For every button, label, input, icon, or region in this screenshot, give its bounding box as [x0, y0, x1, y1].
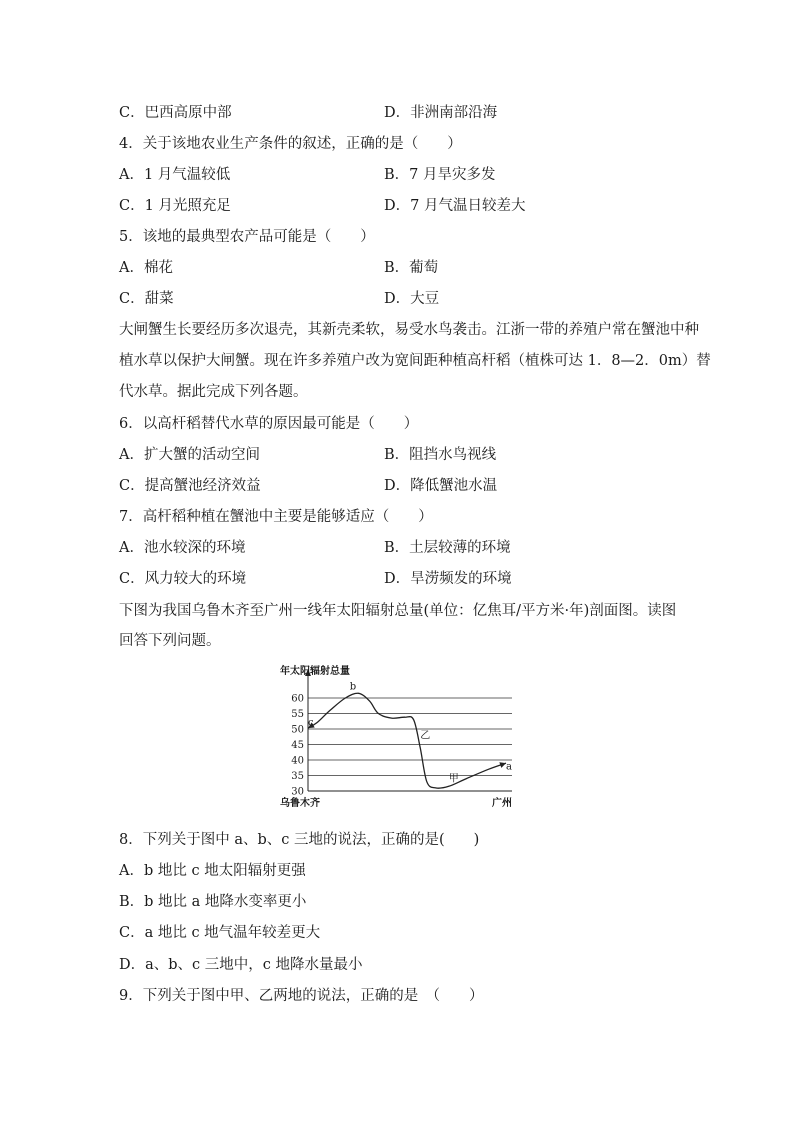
q8-option-a: A．b 地比 c 地太阳辐射更强 — [119, 863, 306, 879]
y-tick-label-35: 35 — [291, 771, 304, 782]
y-tick-label-30: 30 — [291, 786, 304, 798]
y-tick-label-40: 40 — [291, 755, 304, 767]
q6-option-b: B．阻挡水鸟视线 — [384, 447, 497, 463]
q5-option-b: B．葡萄 — [384, 260, 439, 276]
annotation-c: c — [308, 717, 314, 729]
q7-option-c: C．风力较大的环境 — [119, 571, 247, 587]
annotation-甲: 甲 — [448, 773, 459, 785]
y-tick-label-60: 60 — [291, 693, 304, 705]
q8-option-d: D．a、b、c 三地中，c 地降水量最小 — [119, 957, 363, 973]
q8-stem: 8．下列关于图中 a、b、c 三地的说法，正确的是( ) — [119, 832, 480, 848]
y-tick-label-50: 50 — [291, 724, 304, 736]
x-start-label: 乌鲁木齐 — [280, 798, 320, 809]
q7-option-a: A．池水较深的环境 — [119, 540, 246, 556]
q7-option-d: D．旱涝频发的环境 — [384, 571, 512, 587]
q9-stem: 9．下列关于图中甲、乙两地的说法，正确的是 （ ） — [119, 988, 484, 1004]
q5-option-d: D．大豆 — [384, 291, 440, 307]
q5-option-a: A．棉花 — [119, 260, 173, 276]
q4-option-d: D．7 月气温日较差大 — [384, 198, 526, 214]
annotation-a: a — [506, 761, 512, 773]
q6-option-d: D．降低蟹池水温 — [384, 478, 498, 494]
radiation-chart-svg — [276, 664, 526, 814]
q3-option-c: C．巴西高原中部 — [119, 105, 232, 121]
q6-option-c: C．提高蟹池经济效益 — [119, 478, 261, 494]
curve-arrow-a — [499, 762, 506, 768]
passage-radiation-line2: 回答下列问题。 — [119, 633, 221, 649]
q7-option-b: B．土层较薄的环境 — [384, 540, 511, 556]
y-tick-label-55: 55 — [291, 709, 304, 720]
radiation-profile-chart — [276, 664, 526, 814]
passage-radiation-line1: 下图为我国乌鲁木齐至广州一线年太阳辐射总量(单位：亿焦耳/平方米·年)剖面图。读图 — [119, 603, 677, 619]
q8-option-b: B．b 地比 a 地降水变率更小 — [119, 894, 307, 910]
passage-crab-line2: 植水草以保护大闸蟹。现在许多养殖户改为宽间距种植高杆稻（植株可达 1．8—2．0m）替 — [119, 353, 711, 369]
q7-stem: 7．高杆稻种植在蟹池中主要是能够适应（ ） — [119, 509, 433, 525]
y-axis-label: 年太阳辐射总量 — [280, 666, 350, 677]
q5-option-c: C．甜菜 — [119, 291, 174, 307]
q8-option-c: C．a 地比 c 地气温年较差更大 — [119, 925, 321, 941]
passage-crab-line1: 大闸蟹生长要经历多次退壳，其新壳柔软，易受水鸟袭击。江浙一带的养殖户常在蟹池中种 — [119, 322, 699, 338]
q6-stem: 6．以高杆稻替代水草的原因最可能是（ ） — [119, 416, 419, 432]
grid-lines — [308, 698, 512, 776]
x-end-label: 广州 — [492, 798, 512, 809]
q4-option-c: C．1 月光照充足 — [119, 198, 231, 214]
q5-stem: 5．该地的最典型农产品可能是（ ） — [119, 229, 375, 245]
point-annotations — [308, 682, 512, 785]
q4-stem: 4．关于该地农业生产条件的叙述，正确的是（ ） — [119, 136, 462, 152]
annotation-b: b — [349, 681, 357, 693]
y-tick-label-45: 45 — [291, 740, 304, 751]
radiation-curve — [308, 693, 506, 788]
q4-option-a: A．1 月气温较低 — [119, 167, 231, 183]
q4-option-b: B．7 月旱灾多发 — [384, 167, 496, 183]
q6-option-a: A．扩大蟹的活动空间 — [119, 447, 260, 463]
q3-option-d: D．非洲南部沿海 — [384, 105, 498, 121]
passage-crab-line3: 代水草。据此完成下列各题。 — [119, 384, 308, 400]
annotation-乙: 乙 — [420, 730, 431, 742]
y-tick-labels — [291, 694, 304, 798]
